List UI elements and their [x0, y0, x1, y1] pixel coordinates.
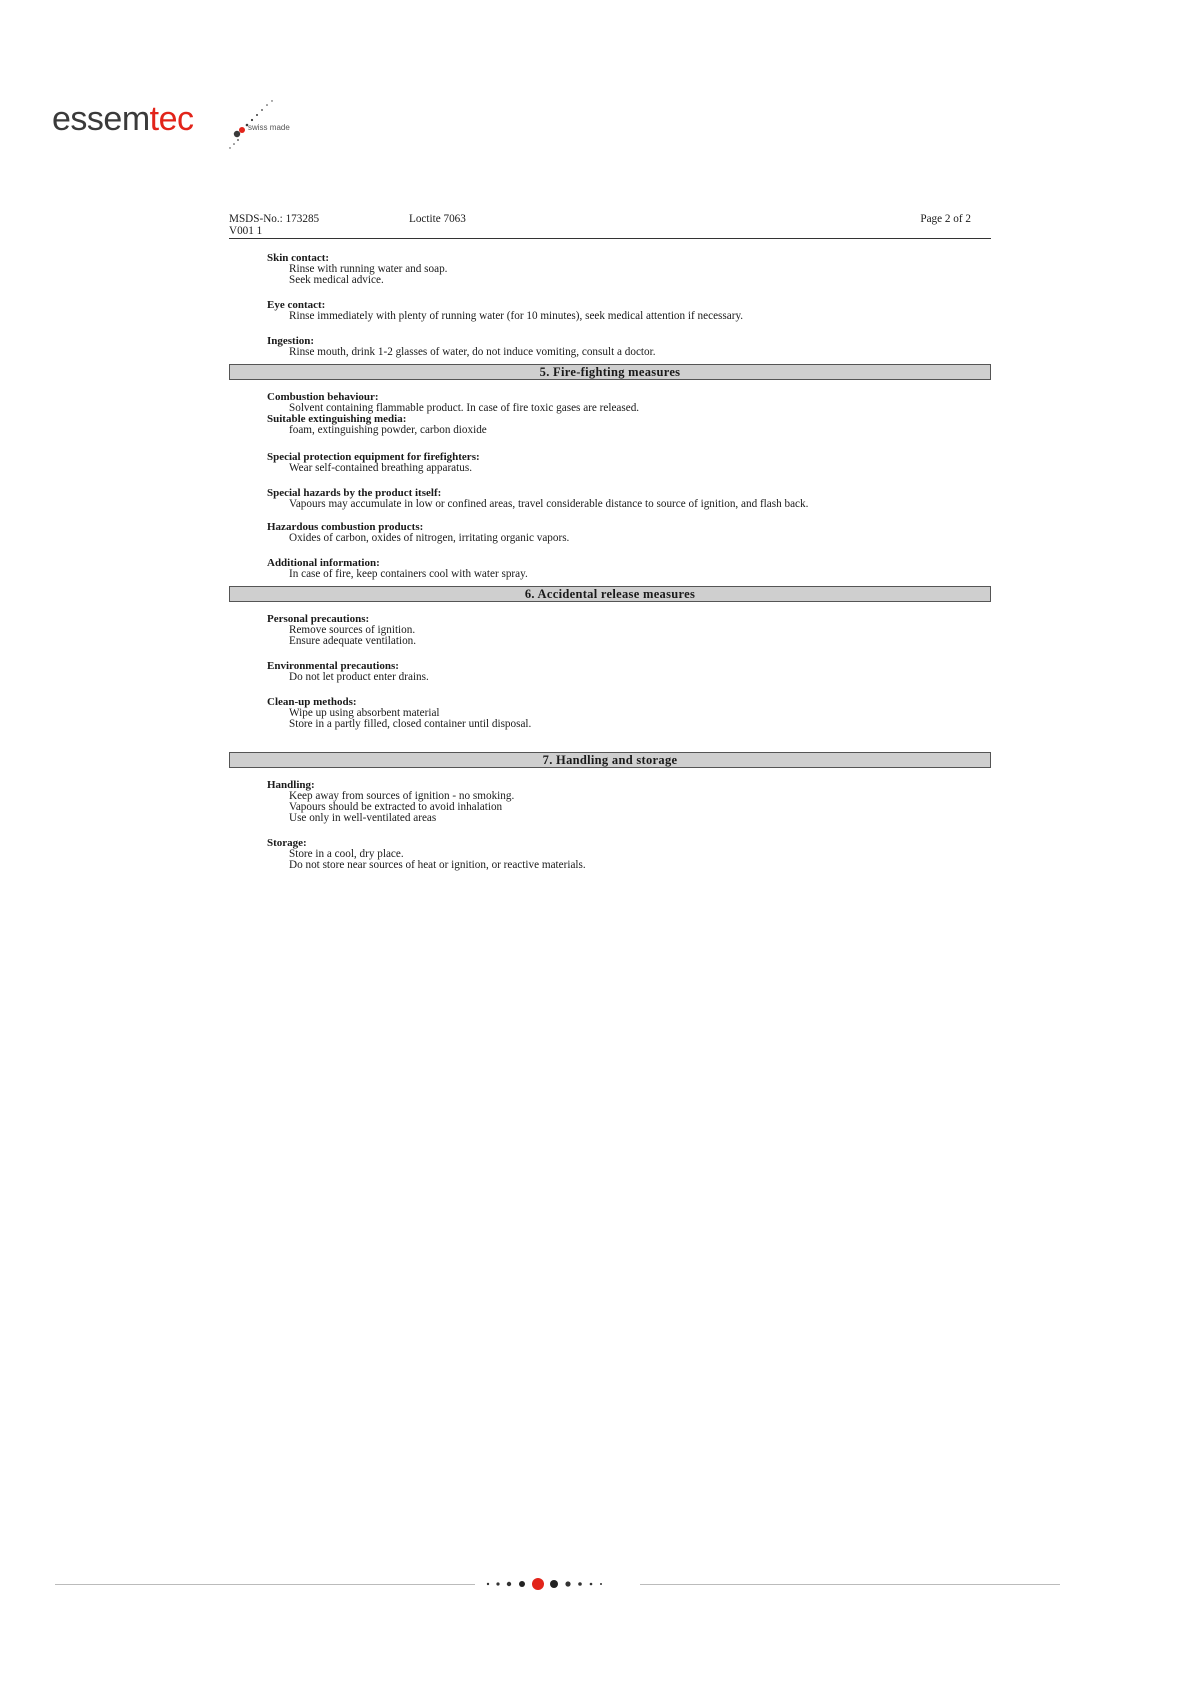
text-line: Ensure adequate ventilation. [289, 635, 417, 647]
handling-block [267, 780, 991, 824]
text-line: Store in a cool, dry place. [289, 848, 404, 860]
section-6-heading: 6. Accidental release measures [229, 586, 991, 602]
eye-contact-block [267, 300, 991, 322]
text-line: Wipe up using absorbent material [289, 707, 440, 719]
msds-number: MSDS-No.: 173285 [229, 213, 320, 225]
logo-wordmark: essemtec [52, 100, 194, 138]
footer-rule-right [640, 1584, 1060, 1585]
protection-equipment-block [267, 452, 991, 474]
ingestion-title: Ingestion: [267, 335, 315, 347]
special-hazards-block [267, 488, 991, 510]
combustion-behaviour-block [267, 392, 991, 414]
ingestion-block [267, 336, 991, 358]
text-line: Wear self-contained breathing apparatus. [289, 462, 472, 474]
cleanup-methods-title: Clean-up methods: [267, 696, 357, 708]
additional-info-title: Additional information: [267, 557, 380, 569]
combustion-behaviour-title: Combustion behaviour: [267, 391, 379, 403]
footer-dots-icon [484, 1574, 634, 1594]
combustion-products-block [267, 522, 991, 544]
logo-tagline: swiss made [248, 123, 290, 132]
handling-title: Handling: [267, 779, 315, 791]
msds-document [229, 212, 991, 871]
text-line: foam, extinguishing powder, carbon dioxide [289, 424, 487, 436]
text-line: Oxides of carbon, oxides of nitrogen, irritating organic vapors. [289, 532, 570, 544]
text-line: Do not store near sources of heat or ignition, or reactive materials. [289, 859, 586, 871]
text-line: Use only in well-ventilated areas [289, 812, 437, 824]
text-line: Do not let product enter drains. [289, 671, 429, 683]
page-number: Page 2 of 2 [920, 213, 971, 225]
text-line: Solvent containing flammable product. In case of fire toxic gases are released. [289, 402, 640, 414]
text-line: Seek medical advice. [289, 274, 384, 286]
storage-block [267, 838, 991, 871]
environmental-precautions-block [267, 661, 991, 683]
skin-contact-block [267, 253, 991, 286]
text-line: Vapours should be extracted to avoid inhalation [289, 801, 503, 813]
eye-contact-title: Eye contact: [267, 299, 326, 311]
text-line: Remove sources of ignition. [289, 624, 416, 636]
storage-title: Storage: [267, 837, 307, 849]
special-hazards-title: Special hazards by the product itself: [267, 487, 442, 499]
extinguishing-media-title: Suitable extinguishing media: [267, 413, 407, 425]
protection-equipment-title: Special protection equipment for firefighters: [267, 451, 480, 463]
section-5-heading: 5. Fire-fighting measures [229, 364, 991, 380]
personal-precautions-block [267, 614, 991, 647]
environmental-precautions-title: Environmental precautions: [267, 660, 399, 672]
personal-precautions-title: Personal precautions: [267, 613, 370, 625]
section-7-heading: 7. Handling and storage [229, 752, 991, 768]
combustion-products-title: Hazardous combustion products: [267, 521, 424, 533]
text-line: Rinse mouth, drink 1-2 glasses of water, do not induce vomiting, consult a doctor. [289, 346, 656, 358]
text-line: Rinse with running water and soap. [289, 263, 448, 275]
additional-info-block [267, 558, 991, 580]
cleanup-methods-block [267, 697, 991, 730]
text-line: Store in a partly filled, closed container until disposal. [289, 718, 532, 730]
extinguishing-media-block [267, 414, 991, 436]
document-header [229, 212, 991, 239]
text-line: Vapours may accumulate in low or confined areas, travel considerable distance to source of ignition, and flash back. [289, 498, 809, 510]
skin-contact-title: Skin contact: [267, 252, 330, 264]
text-line: In case of fire, keep containers cool with water spray. [289, 568, 528, 580]
footer-rule-left [55, 1584, 475, 1585]
company-logo [52, 92, 290, 162]
product-name: Loctite 7063 [409, 213, 466, 225]
version-number: V001 1 [229, 225, 263, 237]
text-line: Keep away from sources of ignition - no smoking. [289, 790, 515, 802]
text-line: Rinse immediately with plenty of running water (for 10 minutes), seek medical attention if necessary. [289, 310, 744, 322]
